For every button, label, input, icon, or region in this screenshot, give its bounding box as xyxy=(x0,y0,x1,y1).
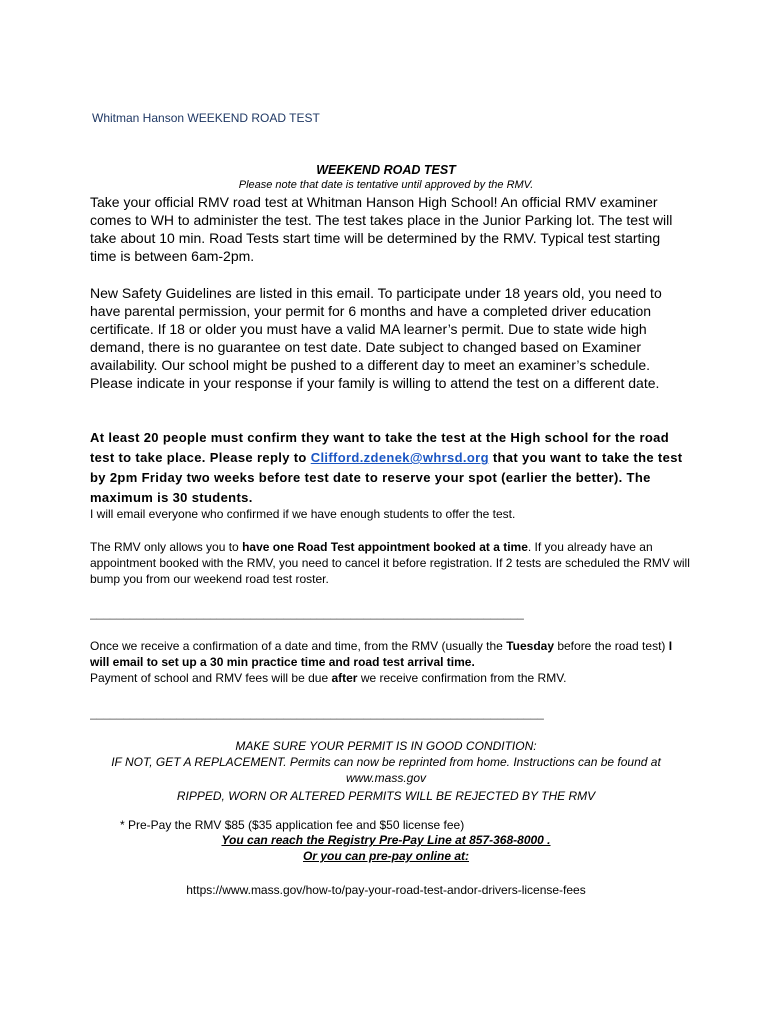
once-tuesday: Tuesday xyxy=(506,639,554,653)
once-text-bold: I will email to set up a 30 min practice time and road test arrival time. xyxy=(90,639,673,669)
intro-paragraph: Take your official RMV road test at Whitman Hanson High School! An official RMV examiner comes to WH to administer the test. The test takes place in the Junior Parking lot. The test will take about 10 min. Road Tests start time will be determined by the RMV. Typical test starting time is between 6am-2pm. xyxy=(90,194,673,264)
guidelines-paragraph: New Safety Guidelines are listed in this email. To participate under 18 years old, you need to have parental permission, your permit for 6 months and have a completed driver education certificate. If 18 or older you must have a valid MA learner’s permit. Due to state wide high demand, there is no guarantee on test date. Date subject to changed based on Examiner availability. Our school might be pushed to a different day to meet an examiner’s schedule. Please indicate in your response if your family is willing to attend the test on a different date. xyxy=(90,285,662,391)
payment-text-start: Payment of school and RMV fees will be due xyxy=(90,671,332,685)
warning-line-1: MAKE SURE YOUR PERMIT IS IN GOOD CONDITION: xyxy=(235,739,537,753)
rmv-text-start: The RMV only allows you to xyxy=(90,540,243,554)
header-title: Whitman Hanson WEEKEND ROAD TEST xyxy=(92,111,320,125)
permit-warning xyxy=(80,738,692,804)
once-text-start: Once we receive a confirmation of a date and time, from the RMV (usually the xyxy=(90,639,507,653)
page-title: WEEKEND ROAD TEST xyxy=(316,163,456,177)
payment-after: after xyxy=(331,671,358,685)
prepay-note: * Pre-Pay the RMV $85 ($35 application fee and $50 license fee) xyxy=(120,818,465,832)
email-link[interactable]: Clifford.zdenek@whrsd.org xyxy=(310,450,489,465)
rmv-paragraph xyxy=(90,539,690,587)
confirmation-schedule-paragraph xyxy=(90,638,690,686)
separator-line: ____________________________________________________________________ xyxy=(90,706,544,720)
confirmation-paragraph xyxy=(90,428,690,508)
warning-line-2: IF NOT, GET A REPLACEMENT. Permits can now be reprinted from home. Instructions can be found at www.mass.gov xyxy=(111,755,661,785)
rmv-text-bold: have one Road Test appointment booked at a time xyxy=(242,540,528,554)
once-text-mid: before the road test) xyxy=(554,639,669,653)
prepay-url[interactable]: https://www.mass.gov/how-to/pay-your-road-test-andor-drivers-license-fees xyxy=(186,883,586,897)
payment-text-end: we receive confirmation from the RMV. xyxy=(357,671,567,685)
separator-line: _________________________________________________________________ xyxy=(90,606,524,620)
registry-phone-line: You can reach the Registry Pre-Pay Line at 857-368-8000 . xyxy=(221,833,551,847)
email-everyone-note: I will email everyone who confirmed if we have enough students to offer the test. xyxy=(90,507,516,521)
warning-line-3: RIPPED, WORN OR ALTERED PERMITS WILL BE REJECTED BY THE RMV xyxy=(176,789,596,803)
confirmation-text-start: At least 20 people must confirm they want to take the test at the High school for the road test to take place. Please reply to xyxy=(90,430,670,465)
confirmation-text-end: that you want to take the test by 2pm Friday two weeks before test date to reserve your spot (earlier the better). The maximum is 30 students. xyxy=(90,450,683,505)
rmv-text-end: . If you already have an appointment booked with the RMV, you need to cancel it before registration. If 2 tests are scheduled the RMV will bump you from our weekend road test roster. xyxy=(90,540,690,586)
tentative-note: Please note that date is tentative until approved by the RMV. xyxy=(238,179,534,191)
prepay-online-line: Or you can pre-pay online at: xyxy=(302,849,470,863)
